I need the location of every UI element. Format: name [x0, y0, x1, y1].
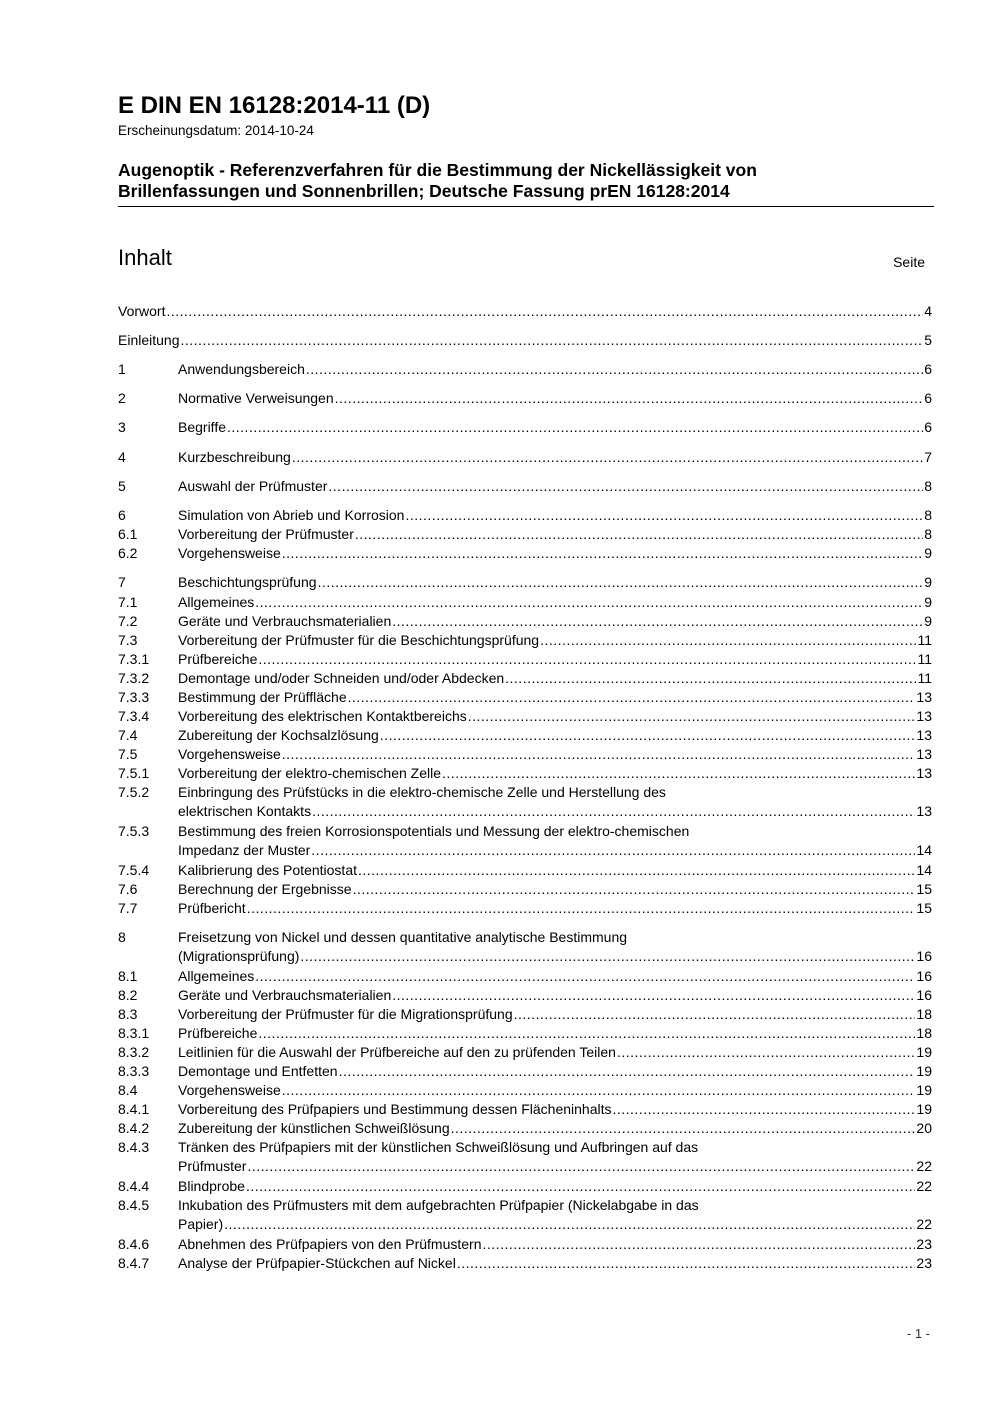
- toc-entry[interactable]: [118, 1005, 932, 1024]
- toc-entry-title: Kurzbeschreibung: [178, 449, 291, 465]
- toc-entry-title: Berechnung der Ergebnisse: [178, 881, 352, 897]
- toc-entry-number: 7.1: [118, 594, 138, 610]
- toc-entry[interactable]: [118, 650, 932, 669]
- toc-entry-number: 8.4.1: [118, 1101, 150, 1117]
- toc-entry-title: Vorbereitung der elektro-chemischen Zelle: [178, 765, 442, 781]
- toc-entry[interactable]: [118, 928, 932, 966]
- toc-entry-page: 13: [916, 803, 932, 819]
- toc-entry-page: 18: [916, 1025, 932, 1041]
- toc-entry-number: 7.3: [118, 632, 138, 648]
- toc-entry-title: Auswahl der Prüfmuster: [178, 478, 328, 494]
- toc-entry-title: Impedanz der Muster: [178, 842, 311, 858]
- toc-entry[interactable]: [118, 880, 932, 899]
- toc-entry-number: 7.5.4: [118, 862, 150, 878]
- toc-entry-title: Kalibrierung des Potentiostat: [178, 862, 357, 878]
- toc-entry[interactable]: [118, 544, 932, 563]
- toc-entry[interactable]: [118, 1119, 932, 1138]
- toc-dot-leader: [335, 389, 924, 408]
- toc-entry-page: 15: [916, 881, 932, 897]
- toc-dot-leader: [380, 726, 916, 745]
- toc-entry-page: 13: [916, 765, 932, 781]
- toc-entry[interactable]: [118, 822, 932, 860]
- toc-entry-title: Normative Verweisungen: [178, 390, 334, 406]
- toc-entry[interactable]: [118, 1196, 932, 1234]
- toc-entry-page: 8: [924, 526, 932, 542]
- toc-entry-number: 7.2: [118, 613, 138, 629]
- toc-entry[interactable]: [118, 525, 932, 544]
- toc-dot-leader: [255, 593, 923, 612]
- toc-dot-leader: [318, 573, 924, 592]
- toc-entry-page: 9: [924, 545, 932, 561]
- toc-dot-leader: [505, 669, 916, 688]
- toc-entry-page: 20: [916, 1120, 932, 1136]
- toc-entry-page: 16: [916, 948, 932, 964]
- toc-entry-number: 8.3.1: [118, 1025, 150, 1041]
- toc-dot-leader: [300, 947, 915, 966]
- toc-entry[interactable]: [118, 1177, 932, 1196]
- toc-entry[interactable]: [118, 302, 932, 321]
- toc-entry-number: 8: [118, 929, 126, 945]
- toc-entry-title: Beschichtungsprüfung: [178, 574, 317, 590]
- toc-entry-number: 8.4.4: [118, 1178, 150, 1194]
- toc-entry-number: 7.5.3: [118, 823, 150, 839]
- toc-entry[interactable]: [118, 967, 932, 986]
- toc-entry[interactable]: [118, 506, 932, 525]
- toc-dot-leader: [227, 418, 923, 437]
- toc-entry[interactable]: [118, 1138, 932, 1176]
- toc-entry[interactable]: [118, 899, 932, 918]
- toc-entry-title: Prüfbereiche: [178, 1025, 258, 1041]
- toc-dot-leader: [258, 1024, 915, 1043]
- toc-entry[interactable]: [118, 418, 932, 437]
- toc-entry[interactable]: [118, 1024, 932, 1043]
- page-column-label: Seite: [893, 254, 925, 270]
- toc-entry-page: 5: [924, 332, 932, 348]
- toc-dot-leader: [392, 612, 923, 631]
- document-title-line-1: Augenoptik - Referenzverfahren für die Bestimmung der Nickellässigkeit von: [118, 160, 757, 180]
- toc-entry-title: Demontage und/oder Schneiden und/oder Abdecken: [178, 670, 505, 686]
- toc-entry-page: 8: [924, 478, 932, 494]
- toc-entry-number: 7.3.4: [118, 708, 150, 724]
- toc-entry-title: Prüfbericht: [178, 900, 246, 916]
- page-number: - 1 -: [906, 1326, 930, 1341]
- toc-entry-number: 7.4: [118, 727, 138, 743]
- toc-entry-page: 19: [916, 1063, 932, 1079]
- toc-entry[interactable]: [118, 1235, 932, 1254]
- toc-entry-title-first-line: Freisetzung von Nickel und dessen quantitative analytische Bestimmung: [178, 929, 628, 945]
- toc-entry-number: 7.5.1: [118, 765, 150, 781]
- toc-dot-leader: [617, 1043, 915, 1062]
- toc-entry-page: 19: [916, 1044, 932, 1060]
- toc-entry-page: 23: [916, 1255, 932, 1271]
- toc-entry-title-first-line: Bestimmung des freien Korrosionspotentials und Messung der elektro-chemischen: [178, 823, 690, 839]
- toc-entry-number: 7.3.3: [118, 689, 150, 705]
- document-title: [118, 160, 934, 202]
- toc-entry-title: Prüfbereiche: [178, 651, 258, 667]
- toc-entry-number: 7.3.1: [118, 651, 150, 667]
- toc-dot-leader: [224, 1215, 915, 1234]
- toc-heading: Inhalt: [118, 245, 172, 270]
- toc-entry-page: 14: [916, 862, 932, 878]
- toc-entry[interactable]: [118, 448, 932, 467]
- toc-entry-title: Vorgehensweise: [178, 545, 281, 561]
- toc-dot-leader: [348, 688, 916, 707]
- toc-entry-number: 4: [118, 449, 126, 465]
- toc-entry-page: 9: [924, 574, 932, 590]
- toc-entry-title: Abnehmen des Prüfpapiers von den Prüfmustern: [178, 1236, 482, 1252]
- toc-entry-title: Vorbereitung der Prüfmuster für die Migrationsprüfung: [178, 1006, 513, 1022]
- toc-entry-page: 14: [916, 842, 932, 858]
- toc-dot-leader: [339, 1062, 916, 1081]
- toc-entry-number: 8.4.7: [118, 1255, 150, 1271]
- toc-entry[interactable]: [118, 1081, 932, 1100]
- toc-dot-leader: [292, 448, 923, 467]
- toc-entry-page: 13: [916, 689, 932, 705]
- toc-entry-title: Papier): [178, 1216, 224, 1232]
- toc-dot-leader: [247, 1157, 915, 1176]
- toc-entry-title: Zubereitung der Kochsalzlösung: [178, 727, 379, 743]
- toc-dot-leader: [442, 764, 915, 783]
- toc-dot-leader: [483, 1235, 916, 1254]
- toc-dot-leader: [311, 841, 915, 860]
- toc-entry-title: Vorbereitung der Prüfmuster für die Beschichtungsprüfung: [178, 632, 540, 648]
- toc-dot-leader: [457, 1254, 916, 1273]
- toc-entry-page: 9: [924, 613, 932, 629]
- toc-entry[interactable]: [118, 477, 932, 496]
- toc-entry-page: 6: [924, 390, 932, 406]
- toc-dot-leader: [451, 1119, 916, 1138]
- toc-dot-leader: [355, 525, 923, 544]
- toc-entry-number: 7.7: [118, 900, 138, 916]
- toc-entry[interactable]: [118, 331, 932, 350]
- toc-dot-leader: [405, 506, 923, 525]
- toc-entry-title: Anwendungsbereich: [178, 361, 305, 377]
- toc-entry-number: 6.1: [118, 526, 138, 542]
- toc-entry-number: 8.3: [118, 1006, 138, 1022]
- toc-entry-number: 8.4.6: [118, 1236, 150, 1252]
- toc-entry-page: 9: [924, 594, 932, 610]
- toc-entry-number: 8.4.3: [118, 1139, 150, 1155]
- toc-dot-leader: [612, 1100, 915, 1119]
- toc-dot-leader: [468, 707, 916, 726]
- toc-entry-page: 6: [924, 361, 932, 377]
- toc-dot-leader: [282, 1081, 916, 1100]
- toc-entry[interactable]: [118, 783, 932, 821]
- toc-entry-title: elektrischen Kontakts: [178, 803, 312, 819]
- toc-dot-leader: [282, 745, 916, 764]
- toc-entry-page: 22: [916, 1216, 932, 1232]
- toc-entry[interactable]: [118, 688, 932, 707]
- toc-entry[interactable]: [118, 1100, 932, 1119]
- toc-entry[interactable]: [118, 707, 932, 726]
- toc-entry[interactable]: [118, 745, 932, 764]
- toc-dot-leader: [246, 1177, 915, 1196]
- toc-entry-title: Vorbereitung der Prüfmuster: [178, 526, 354, 542]
- toc-entry-title-first-line: Einbringung des Prüfstücks in die elektro-chemische Zelle und Herstellung des: [178, 784, 666, 800]
- toc-entry-title: Analyse der Prüfpapier-Stückchen auf Nickel: [178, 1255, 456, 1271]
- document-id: E DIN EN 16128:2014-11 (D): [118, 92, 431, 119]
- toc-entry-page: 7: [924, 449, 932, 465]
- toc-entry-title: Allgemeines: [178, 594, 255, 610]
- toc-dot-leader: [247, 899, 916, 918]
- toc-entry[interactable]: [118, 764, 932, 783]
- toc-entry[interactable]: [118, 612, 932, 631]
- toc-entry-page: 13: [916, 727, 932, 743]
- toc-entry-page: 13: [916, 708, 932, 724]
- toc-dot-leader: [358, 861, 915, 880]
- toc-entry[interactable]: [118, 593, 932, 612]
- toc-entry-number: 2: [118, 390, 126, 406]
- toc-entry-number: 8.4: [118, 1082, 138, 1098]
- toc-entry-number: 8.3.2: [118, 1044, 150, 1060]
- toc-entry-page: 11: [917, 651, 932, 667]
- toc-entry[interactable]: [118, 1254, 932, 1273]
- toc-entry[interactable]: [118, 1043, 932, 1062]
- toc-dot-leader: [255, 967, 915, 986]
- toc-entry-title: Vorgehensweise: [178, 746, 281, 762]
- toc-entry-number: 8.4.5: [118, 1197, 150, 1213]
- toc-entry-number: 3: [118, 419, 126, 435]
- toc-entry-page: 23: [916, 1236, 932, 1252]
- toc-entry-title: Bestimmung der Prüffläche: [178, 689, 347, 705]
- toc-dot-leader: [258, 650, 916, 669]
- toc-entry-title: Allgemeines: [178, 968, 255, 984]
- toc-entry-title: Vorgehensweise: [178, 1082, 281, 1098]
- toc-entry[interactable]: [118, 631, 932, 650]
- toc-entry-title: Geräte und Verbrauchsmaterialien: [178, 987, 392, 1003]
- toc-entry-page: 4: [924, 303, 932, 319]
- toc-dot-leader: [166, 302, 923, 321]
- toc-entry-number: 7.6: [118, 881, 138, 897]
- toc-entry-title: (Migrationsprüfung): [178, 948, 300, 964]
- toc-entry[interactable]: [118, 1062, 932, 1081]
- toc-entry-page: 18: [916, 1006, 932, 1022]
- toc-entry-title: Geräte und Verbrauchsmaterialien: [178, 613, 392, 629]
- toc-entry-title: Blindprobe: [178, 1178, 245, 1194]
- toc-entry[interactable]: [118, 726, 932, 745]
- toc-entry-title: Einleitung: [118, 332, 180, 348]
- toc-entry[interactable]: [118, 389, 932, 408]
- toc-entry-page: 16: [916, 968, 932, 984]
- toc-entry-page: 19: [916, 1082, 932, 1098]
- toc-entry[interactable]: [118, 861, 932, 880]
- toc-dot-leader: [328, 477, 923, 496]
- toc-entry-title: Simulation von Abrieb und Korrosion: [178, 507, 405, 523]
- toc-entry-page: 11: [917, 632, 932, 648]
- toc-entry-title: Zubereitung der künstlichen Schweißlösung: [178, 1120, 450, 1136]
- toc-entry-title: Vorbereitung des Prüfpapiers und Bestimmung dessen Flächeninhalts: [178, 1101, 612, 1117]
- toc-entry-number: 7.5.2: [118, 784, 150, 800]
- toc-entry-number: 1: [118, 361, 126, 377]
- toc-dot-leader: [181, 331, 924, 350]
- toc-entry-title: Demontage und Entfetten: [178, 1063, 338, 1079]
- publication-date: Erscheinungsdatum: 2014-10-24: [118, 123, 314, 138]
- document-title-line-2: Brillenfassungen und Sonnenbrillen; Deutsche Fassung prEN 16128:2014: [118, 181, 730, 201]
- toc-dot-leader: [353, 880, 916, 899]
- title-divider: [118, 206, 934, 207]
- toc-dot-leader: [312, 802, 915, 821]
- toc-dot-leader: [514, 1005, 916, 1024]
- toc-dot-leader: [540, 631, 916, 650]
- toc-entry-page: 16: [916, 987, 932, 1003]
- toc-entry-page: 6: [924, 419, 932, 435]
- toc-entry[interactable]: [118, 573, 932, 592]
- toc-entry-page: 13: [916, 746, 932, 762]
- toc-entry-number: 7.5: [118, 746, 138, 762]
- toc-entry-number: 5: [118, 478, 126, 494]
- toc-entry-title-first-line: Inkubation des Prüfmusters mit dem aufgebrachten Prüfpapier (Nickelabgabe in das: [178, 1197, 699, 1213]
- toc-entry-number: 6: [118, 507, 126, 523]
- toc-entry-title: Vorbereitung des elektrischen Kontaktbereichs: [178, 708, 467, 724]
- toc-dot-leader: [392, 986, 915, 1005]
- toc-entry[interactable]: [118, 360, 932, 379]
- toc-entry-page: 8: [924, 507, 932, 523]
- toc-entry-number: 8.2: [118, 987, 138, 1003]
- toc-dot-leader: [306, 360, 923, 379]
- toc-entry-page: 22: [916, 1178, 932, 1194]
- toc-entry-page: 19: [916, 1101, 932, 1117]
- toc-entry-title-first-line: Tränken des Prüfpapiers mit der künstlichen Schweißlösung und Aufbringen auf das: [178, 1139, 699, 1155]
- toc-entry-number: 6.2: [118, 545, 138, 561]
- toc-entry-page: 15: [916, 900, 932, 916]
- toc-entry-number: 8.3.3: [118, 1063, 150, 1079]
- toc-entry-number: 8.4.2: [118, 1120, 150, 1136]
- toc-entry-page: 11: [917, 670, 932, 686]
- toc-entry[interactable]: [118, 986, 932, 1005]
- toc-entry-title: Prüfmuster: [178, 1158, 247, 1174]
- toc-entry-number: 8.1: [118, 968, 138, 984]
- toc-entry-title: Vorwort: [118, 303, 166, 319]
- toc-entry-number: 7: [118, 574, 126, 590]
- toc-entry-title: Begriffe: [178, 419, 226, 435]
- toc-entry-number: 7.3.2: [118, 670, 150, 686]
- toc-dot-leader: [282, 544, 923, 563]
- toc-entry-title: Leitlinien für die Auswahl der Prüfbereiche auf den zu prüfenden Teilen: [178, 1044, 616, 1060]
- toc-entry[interactable]: [118, 669, 932, 688]
- toc-entry-page: 22: [916, 1158, 932, 1174]
